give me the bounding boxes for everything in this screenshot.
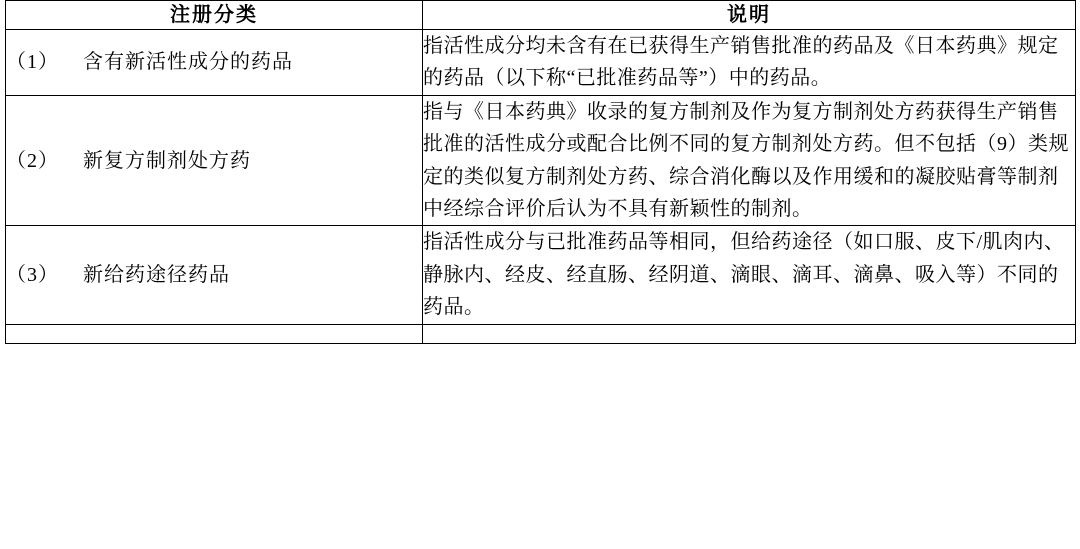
row-number: （3） (6, 263, 59, 286)
row-number: （1） (6, 51, 59, 74)
table-header-row (6, 1, 1076, 30)
row-number: （2） (6, 149, 59, 172)
header-description: 说明 (423, 1, 1076, 30)
table-row (6, 226, 1076, 324)
registration-classification-table (5, 0, 1076, 344)
row-category-label: 含有新活性成分的药品 (83, 51, 293, 74)
row-category-cell (6, 324, 423, 343)
row-description-text: 指活性成分与已批准药品等相同，但给药途径（如口服、皮下/肌肉内、静脉内、经皮、经直肠、经阴道、滴眼、滴耳、滴鼻、吸入等）不同的药品。 (423, 231, 1065, 319)
table-row (6, 30, 1076, 96)
table-body (6, 30, 1076, 344)
row-category-cell (6, 30, 423, 96)
row-description-cell (423, 30, 1076, 96)
row-category-cell (6, 226, 423, 324)
table-row (6, 95, 1076, 226)
row-category-cell (6, 95, 423, 226)
row-description-cell (423, 324, 1076, 343)
row-category-label: 新复方制剂处方药 (83, 149, 251, 172)
row-category-label: 新给药途径药品 (83, 263, 230, 286)
table-header (6, 1, 1076, 30)
row-description-text: 指与《日本药典》收录的复方制剂及作为复方制剂处方药获得生产销售批准的活性成分或配合比例不同的复方制剂处方药。但不包括（9）类规定的类似复方制剂处方药、综合消化酶以及作用缓和的凝胶贴膏等制剂中经综合评价后认为不具有新颖性的制剂。 (423, 100, 1069, 220)
row-description-cell (423, 95, 1076, 226)
table-row (6, 324, 1076, 343)
header-category: 注册分类 (6, 1, 423, 30)
row-description-cell (423, 226, 1076, 324)
row-description-text: 指活性成分均未含有在已获得生产销售批准的药品及《日本药典》规定的药品（以下称“已批准药品等”）中的药品。 (423, 35, 1059, 90)
